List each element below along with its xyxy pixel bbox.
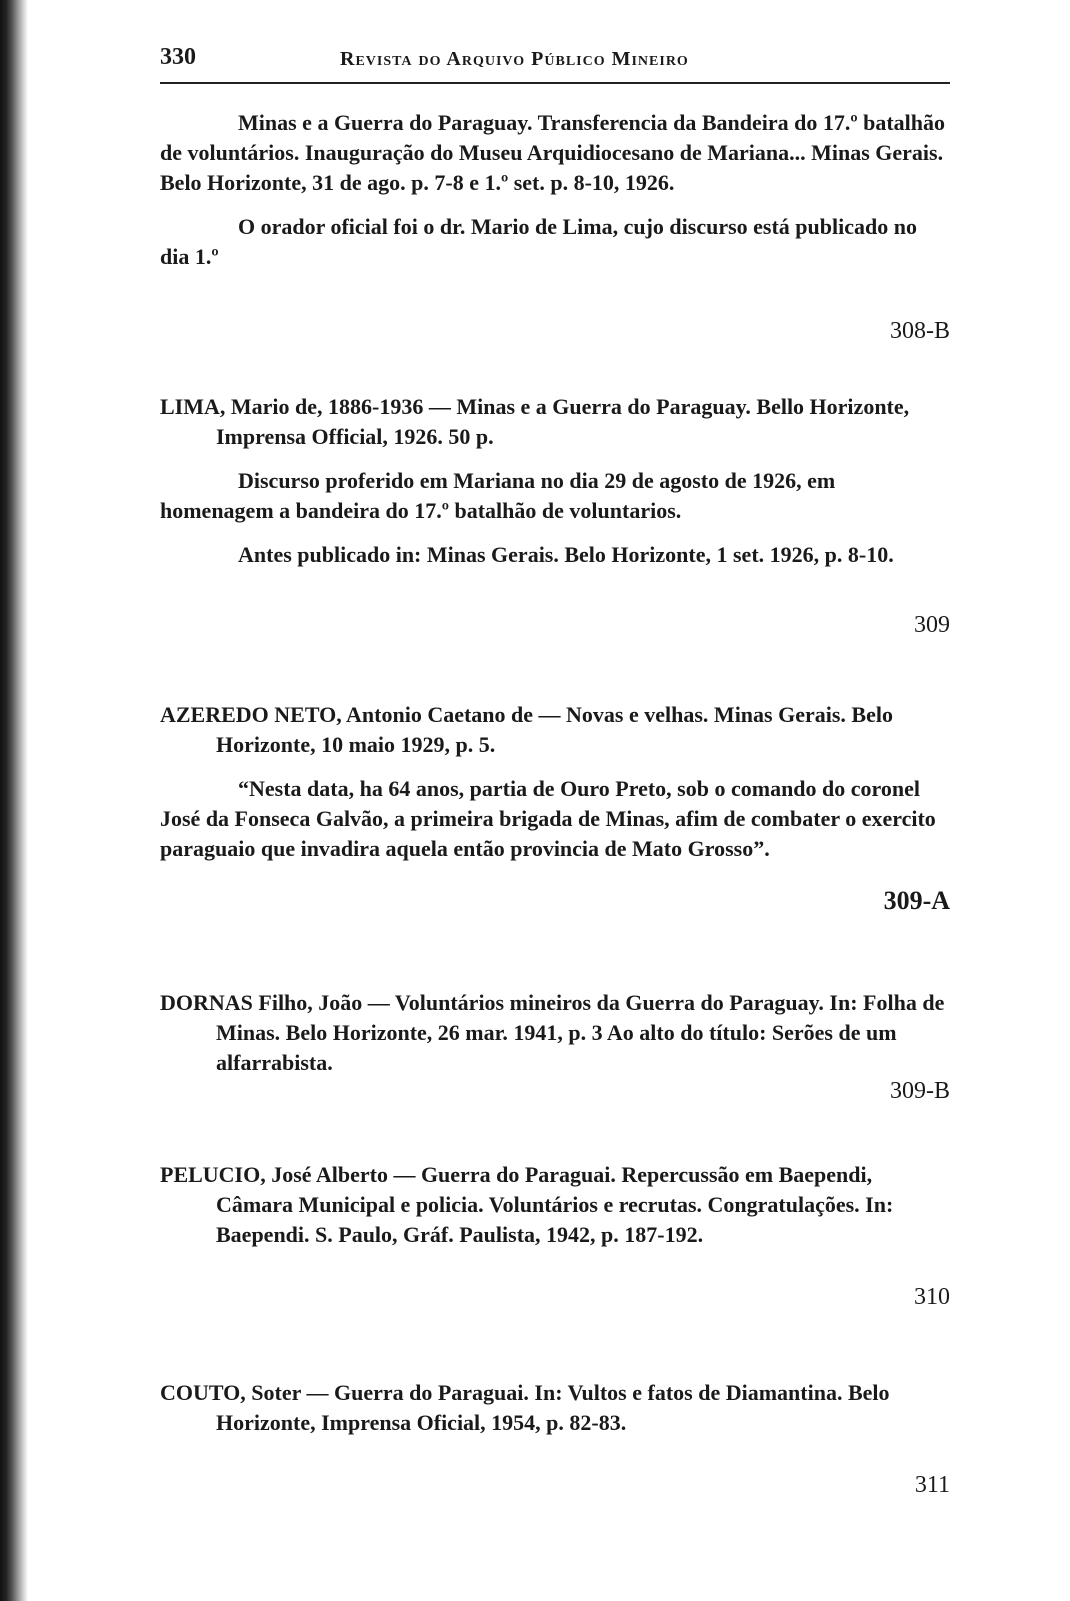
entry-note: “Nesta data, ha 64 anos, partia de Ouro Preto, sob o comando do coronel José da Fonseca Galvão, a primeira brigada de Minas, afim de combater o exercito paraguaio que invadira aquela então provincia de Mato Grosso”. (160, 776, 936, 861)
entry-reference-number: 309 (914, 612, 950, 638)
entry-heading: DORNAS Filho, João — Voluntários mineiros da Guerra do Paraguay. In: Folha de Minas. Belo Horizonte, 26 mar. 1941, p. 3 Ao alto do título: Serões de um alfarrabista. (160, 990, 945, 1075)
bibliography-entry (160, 988, 950, 1104)
entry-text: Minas e a Guerra do Paraguay. Transferencia da Bandeira do 17.º batalhão de voluntários. Inauguração do Museu Arquidiocesano de Mariana... Minas Gerais. Belo Horizonte, 31 de ago. p. 7-8 e 1.º set. p. 8-10, 1926. (160, 110, 946, 195)
page-number: 330 (160, 44, 196, 70)
running-title: Revista do Arquivo Público Mineiro (340, 48, 689, 70)
document-page (160, 40, 950, 1498)
entry-heading: PELUCIO, José Alberto — Guerra do Paraguai. Repercussão em Baependi, Câmara Municipal e policia. Voluntários e recrutas. Congratulações. In: Baependi. S. Paulo, Gráf. Paulista, 1942, p. 187-192. (160, 1162, 894, 1247)
bibliography-entry (160, 700, 950, 915)
entry-heading: AZEREDO NETO, Antonio Caetano de — Novas e velhas. Minas Gerais. Belo Horizonte, 10 maio 1929, p. 5. (160, 702, 893, 757)
bibliography-entry (160, 1378, 950, 1498)
entry-reference-number: 310 (914, 1284, 950, 1310)
entry-heading: COUTO, Soter — Guerra do Paraguai. In: Vultos e fatos de Diamantina. Belo Horizonte, Imprensa Oficial, 1954, p. 82-83. (160, 1380, 890, 1435)
bibliography-entry (160, 1160, 950, 1310)
entry-note: O orador oficial foi o dr. Mario de Lima, cujo discurso está publicado no dia 1.º (160, 214, 917, 269)
entry-reference-number: 309-A (883, 886, 950, 915)
entry-note: Antes publicado in: Minas Gerais. Belo Horizonte, 1 set. 1926, p. 8-10. (238, 542, 894, 567)
bibliography-entry (160, 108, 950, 344)
entry-heading: LIMA, Mario de, 1886-1936 — Minas e a Guerra do Paraguay. Bello Horizonte, Imprensa Official, 1926. 50 p. (160, 394, 910, 449)
bibliography-entry (160, 392, 950, 638)
entry-note: Discurso proferido em Mariana no dia 29 de agosto de 1926, em homenagem a bandeira do 17.º batalhão de voluntarios. (160, 468, 836, 523)
book-binding-edge (0, 0, 28, 1601)
entry-reference-number: 309-B (890, 1078, 950, 1104)
entry-reference-number: 311 (914, 1472, 950, 1498)
entry-reference-number: 308-B (890, 318, 950, 344)
page-header (160, 40, 950, 84)
